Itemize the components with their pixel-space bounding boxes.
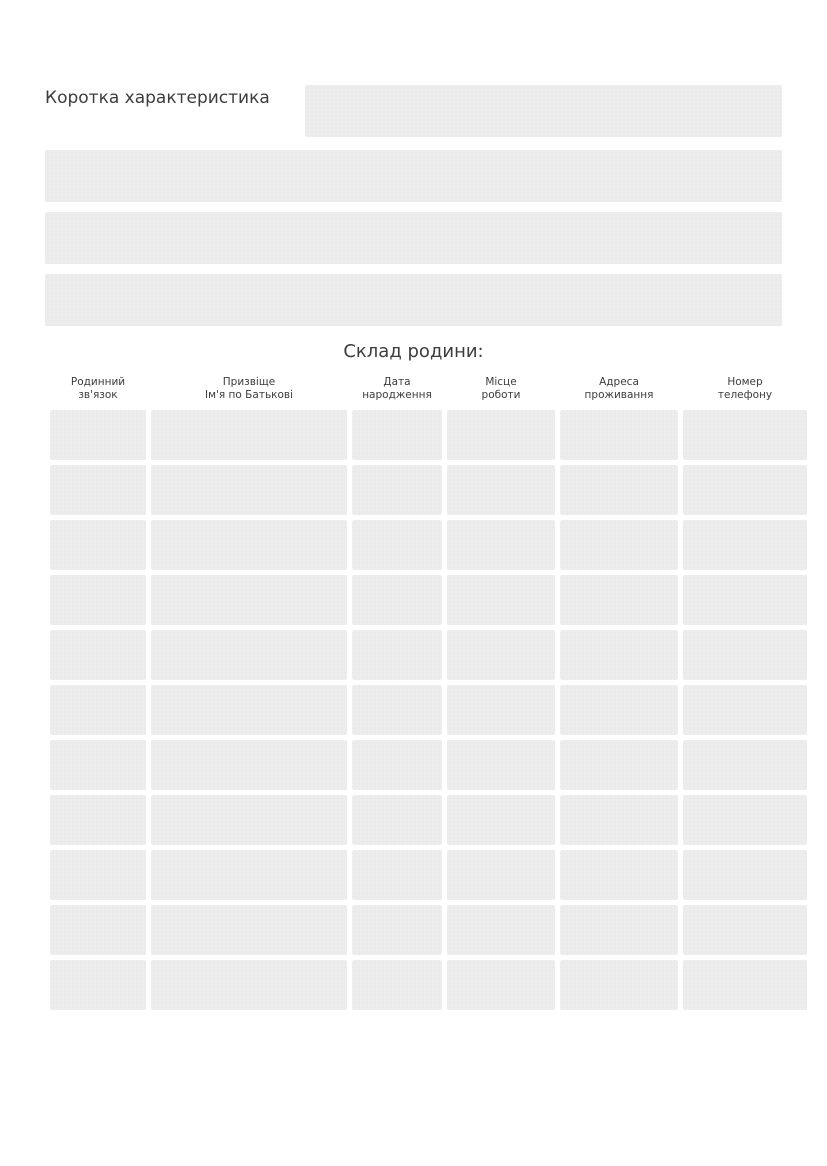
table-row (50, 575, 807, 625)
table-cell[interactable] (352, 630, 442, 680)
column-header-workplace-line2: роботи (481, 388, 521, 401)
table-cell[interactable] (683, 850, 807, 900)
characteristic-first-row (45, 85, 782, 140)
table-cell[interactable] (352, 740, 442, 790)
table-row (50, 410, 807, 460)
column-header-phone (683, 376, 807, 405)
column-header-workplace-line1: Місце (485, 376, 517, 388)
table-cell[interactable] (560, 905, 678, 955)
table-cell[interactable] (683, 575, 807, 625)
table-cell[interactable] (560, 465, 678, 515)
table-cell[interactable] (447, 795, 555, 845)
table-cell[interactable] (151, 795, 347, 845)
table-cell[interactable] (683, 795, 807, 845)
column-header-relationship-line2: зв'язок (78, 388, 118, 401)
table-cell[interactable] (447, 520, 555, 570)
column-header-fullname (151, 376, 347, 405)
table-cell[interactable] (352, 465, 442, 515)
table-cell[interactable] (151, 960, 347, 1010)
table-cell[interactable] (447, 465, 555, 515)
table-cell[interactable] (151, 575, 347, 625)
table-cell[interactable] (151, 630, 347, 680)
table-cell[interactable] (683, 960, 807, 1010)
table-cell[interactable] (683, 520, 807, 570)
table-cell[interactable] (352, 520, 442, 570)
table-cell[interactable] (560, 520, 678, 570)
table-cell[interactable] (352, 685, 442, 735)
table-cell[interactable] (352, 795, 442, 845)
table-cell[interactable] (447, 410, 555, 460)
table-cell[interactable] (50, 410, 146, 460)
table-cell[interactable] (151, 520, 347, 570)
column-header-birthdate-line1: Дата (383, 376, 411, 388)
table-cell[interactable] (151, 905, 347, 955)
family-table-body (50, 410, 807, 1010)
table-row (50, 795, 807, 845)
column-header-relationship-line1: Родинний (70, 376, 126, 388)
table-cell[interactable] (50, 850, 146, 900)
column-header-fullname-line1: Призвіще (222, 376, 276, 388)
family-table-header-row (50, 376, 807, 405)
family-section-title: Склад родини: (343, 341, 484, 362)
characteristic-section (45, 85, 782, 326)
table-cell[interactable] (560, 575, 678, 625)
table-cell[interactable] (352, 575, 442, 625)
table-cell[interactable] (151, 685, 347, 735)
characteristic-input-2[interactable] (45, 150, 782, 202)
table-cell[interactable] (683, 465, 807, 515)
table-cell[interactable] (50, 905, 146, 955)
table-cell[interactable] (352, 905, 442, 955)
table-cell[interactable] (50, 685, 146, 735)
table-cell[interactable] (683, 630, 807, 680)
column-header-fullname-line2: Ім'я по Батькові (205, 388, 293, 401)
table-cell[interactable] (447, 630, 555, 680)
column-header-address-line2: проживання (584, 388, 654, 401)
table-row (50, 740, 807, 790)
column-header-relationship (50, 376, 146, 405)
table-cell[interactable] (151, 465, 347, 515)
table-cell[interactable] (447, 905, 555, 955)
table-cell[interactable] (50, 465, 146, 515)
table-cell[interactable] (560, 630, 678, 680)
table-cell[interactable] (560, 795, 678, 845)
table-cell[interactable] (50, 520, 146, 570)
characteristic-input-4[interactable] (45, 274, 782, 326)
characteristic-input-3[interactable] (45, 212, 782, 264)
table-cell[interactable] (560, 685, 678, 735)
characteristic-input-1[interactable] (305, 85, 782, 137)
table-cell[interactable] (560, 960, 678, 1010)
table-row (50, 960, 807, 1010)
table-cell[interactable] (352, 850, 442, 900)
table-cell[interactable] (560, 410, 678, 460)
table-row (50, 685, 807, 735)
table-row (50, 905, 807, 955)
column-header-phone-line1: Номер (727, 376, 763, 388)
table-cell[interactable] (683, 410, 807, 460)
table-cell[interactable] (352, 960, 442, 1010)
table-cell[interactable] (683, 905, 807, 955)
table-cell[interactable] (447, 960, 555, 1010)
table-cell[interactable] (151, 410, 347, 460)
table-cell[interactable] (151, 850, 347, 900)
table-cell[interactable] (50, 740, 146, 790)
column-header-birthdate (352, 376, 442, 405)
column-header-phone-line2: телефону (717, 388, 773, 401)
table-cell[interactable] (50, 630, 146, 680)
table-cell[interactable] (560, 850, 678, 900)
table-cell[interactable] (50, 960, 146, 1010)
table-row (50, 465, 807, 515)
table-row (50, 520, 807, 570)
family-table-wrapper (45, 371, 782, 1015)
table-cell[interactable] (151, 740, 347, 790)
column-header-address (560, 376, 678, 405)
column-header-birthdate-line2: народження (362, 388, 432, 401)
table-cell[interactable] (50, 795, 146, 845)
family-table (45, 371, 812, 1015)
table-cell[interactable] (447, 740, 555, 790)
table-cell[interactable] (683, 685, 807, 735)
table-cell[interactable] (683, 740, 807, 790)
table-cell[interactable] (447, 575, 555, 625)
table-cell[interactable] (50, 575, 146, 625)
table-row (50, 850, 807, 900)
table-row (50, 630, 807, 680)
column-header-workplace (447, 376, 555, 405)
table-cell[interactable] (447, 685, 555, 735)
table-cell[interactable] (447, 850, 555, 900)
table-cell[interactable] (352, 410, 442, 460)
column-header-address-line1: Адреса (599, 376, 639, 388)
table-cell[interactable] (560, 740, 678, 790)
characteristic-label: Коротка характеристика (45, 88, 270, 108)
